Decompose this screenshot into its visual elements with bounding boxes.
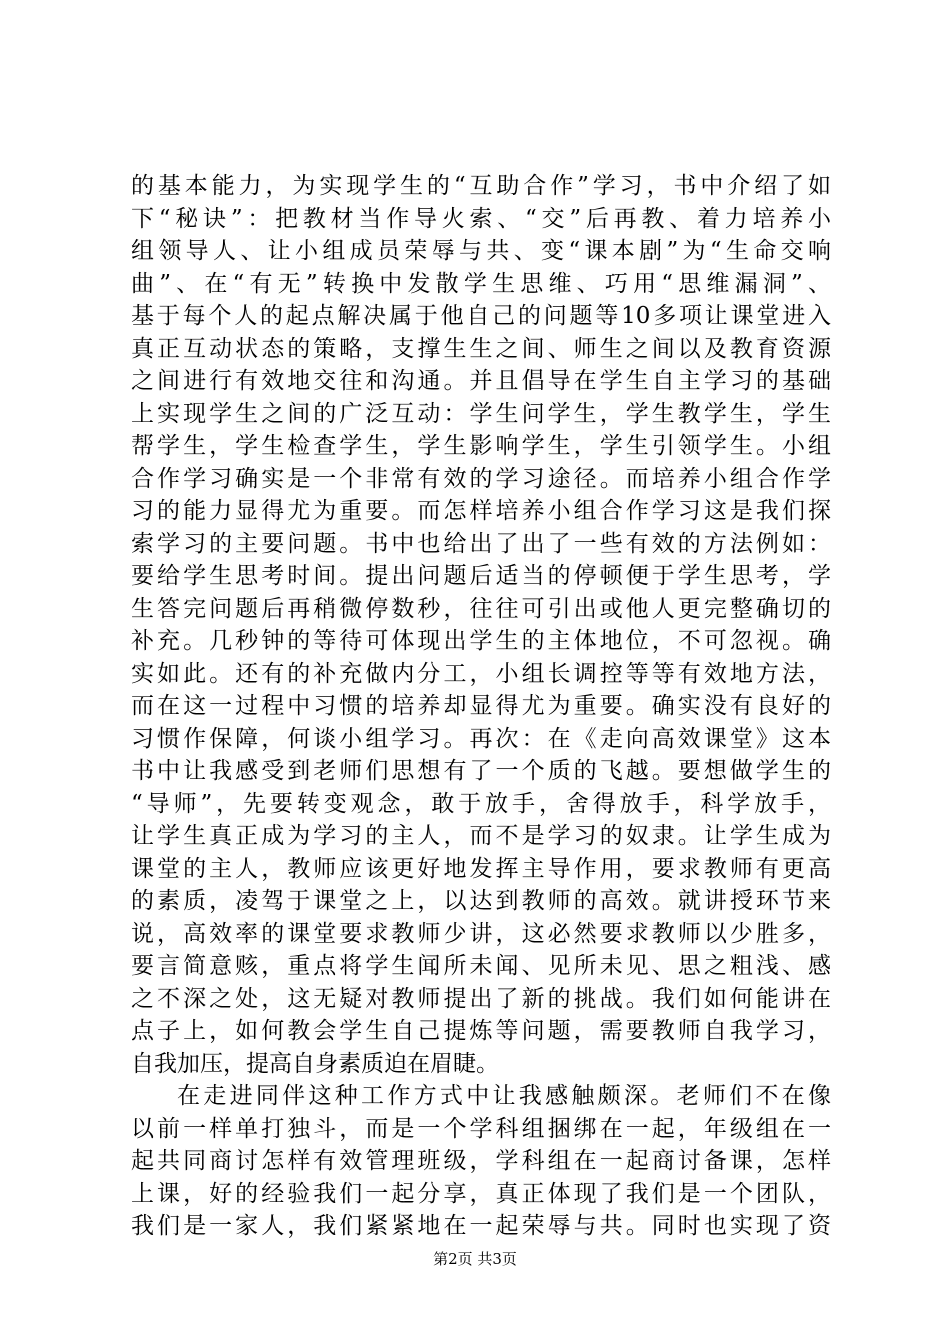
text-line: 下“秘诀”：把教材当作导火索、“交”后再教、着力培养小 [131, 205, 831, 232]
text-line: 而在这一过程中习惯的培养却显得尤为重要。确实没有良好的 [131, 693, 831, 719]
text-line: 曲”、在“有无”转换中发散学生思维、巧用“思维漏洞”、 [131, 270, 831, 297]
text-line: 自我加压，提高自身素质迫在眉睫。 [131, 1050, 499, 1077]
text-line: 真正互动状态的策略，支撑生生之间、师生之间以及教育资源 [131, 335, 831, 362]
text-line: 的素质，凌驾于课堂之上，以达到教师的高效。就讲授环节来 [131, 888, 831, 914]
text-line: 我们是一家人，我们紧紧地在一起荣辱与共。同时也实现了资 [131, 1213, 831, 1239]
text-line: “导师”，先要转变观念，敢于放手，舍得放手，科学放手， [131, 790, 831, 817]
page-footer: 第2页 共3页 [433, 1250, 517, 1268]
text-line: 上实现学生之间的广泛互动：学生问学生，学生教学生，学生 [131, 400, 831, 427]
text-line: 之不深之处，这无疑对教师提出了新的挑战。我们如何能讲在 [131, 985, 831, 1012]
text-line: 上课，好的经验我们一起分享，真正体现了我们是一个团队， [131, 1180, 831, 1207]
text-line: 索学习的主要问题。书中也给出了出了一些有效的方法例如： [131, 530, 831, 557]
text-line: 书中让我感受到老师们思想有了一个质的飞越。要想做学生的 [131, 758, 831, 784]
paragraph-start-line: 在走进同伴这种工作方式中让我感触颇深。老师们不在像 [177, 1083, 831, 1109]
text-line: 要给学生思考时间。提出问题后适当的停顿便于学生思考，学 [131, 563, 831, 589]
text-line: 课堂的主人，教师应该更好地发挥主导作用，要求教师有更高 [131, 855, 831, 882]
text-line: 习惯作保障，何谈小组学习。再次：在《走向高效课堂》这本 [131, 725, 831, 752]
text-line: 习的能力显得尤为重要。而怎样培养小组合作学习这是我们探 [131, 498, 831, 524]
text-line: 生答完问题后再稍微停数秒，往往可引出或他人更完整确切的 [131, 595, 831, 622]
text-line: 以前一样单打独斗，而是一个学科组捆绑在一起，年级组在一 [131, 1115, 831, 1142]
text-line: 补充。几秒钟的等待可体现出学生的主体地位，不可忽视。确 [131, 628, 831, 654]
text-line: 的基本能力，为实现学生的“互助合作”学习，书中介绍了如 [131, 173, 831, 199]
text-line: 基于每个人的起点解决属于他自己的问题等10多项让课堂进入 [131, 303, 831, 329]
text-line: 帮学生，学生检查学生，学生影响学生，学生引领学生。小组 [131, 433, 831, 459]
text-line: 让学生真正成为学习的主人，而不是学习的奴隶。让学生成为 [131, 823, 831, 849]
text-line: 点子上，如何教会学生自己提炼等问题，需要教师自我学习， [131, 1018, 831, 1044]
document-body [131, 170, 831, 1243]
text-line: 要言简意赅，重点将学生闻所未闻、见所未见、思之粗浅、感 [131, 953, 831, 979]
text-line: 合作学习确实是一个非常有效的学习途径。而培养小组合作学 [131, 465, 831, 492]
text-line: 起共同商讨怎样有效管理班级，学科组在一起商讨备课，怎样 [131, 1148, 831, 1174]
text-line: 实如此。还有的补充做内分工，小组长调控等等有效地方法， [131, 660, 831, 687]
text-line: 说，高效率的课堂要求教师少讲，这必然要求教师以少胜多， [131, 920, 831, 947]
text-line: 之间进行有效地交往和沟通。并且倡导在学生自主学习的基础 [131, 368, 831, 394]
text-line: 组领导人、让小组成员荣辱与共、变“课本剧”为“生命交响 [131, 238, 831, 264]
